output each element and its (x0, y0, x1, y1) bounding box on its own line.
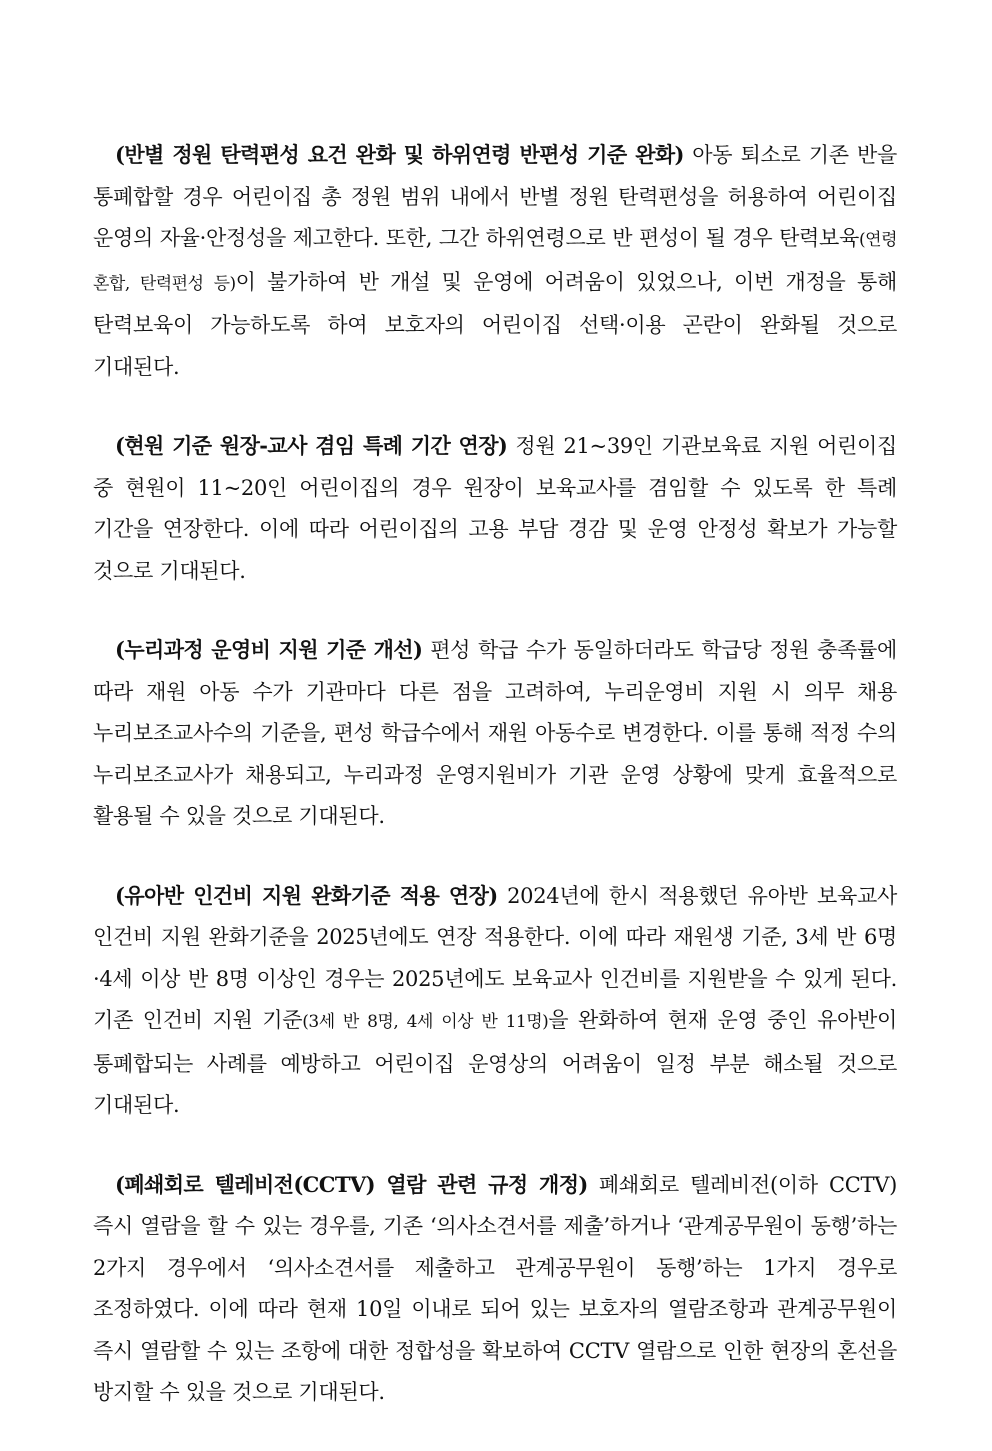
section-flexible-class-organization (93, 134, 897, 388)
section-body: 정원 21~39인 기관보육료 지원 어린이집 중 현원이 11~20인 어린이집의 경우 원장이 보육교사를 겸임할 수 있도록 한 특례 기간을 연장한다. 이에 따라 어린이집의 고용 부담 경감 및 운영 안정성 확보가 가능할 것으로 기대된다. (93, 434, 898, 583)
section-body: 폐쇄회로 텔레비전(이하 CCTV) 즉시 열람을 할 수 있는 경우를, 기존 ‘의사소견서를 제출’하거나 ‘관계공무원이 동행’하는 2가지 경우에서 ‘의사소견서를 제출하고 관계공무원이 동행’하는 1가지 경우로 조정하였다. 이에 따라 현재 10일 이내로 되어 있는 보호자의 열람조항과 관계공무원이 즉시 열람할 수 있는 조항에 대한 정합성을 확보하여 CCTV 열람으로 인한 현장의 혼선을 방지할 수 있을 것으로 기대된다. (93, 1172, 897, 1404)
section-heading: (폐쇄회로 텔레비전(CCTV) 열람 관련 규정 개정) (115, 1171, 588, 1197)
section-heading: (반별 정원 탄력편성 요건 완화 및 하위연령 반편성 기준 완화) (115, 142, 684, 167)
section-body: 2024년에 한시 적용했던 유아반 보육교사 인건비 지원 완화기준을 2025년에도 연장 적용한다. 이에 따라 재원생 기준, 3세 반 6명·4세 이상 반 8명 이상인 경우는 2025년에도 보육교사 인건비를 지원받을 수 있게 된다. 기존 인건비 지원 기준 (93, 883, 897, 1032)
section-cctv-viewing-rules (93, 1164, 897, 1414)
section-note: (연령 혼합, 탄력편성 등) (93, 230, 897, 294)
section-heading: (유아반 인건비 지원 완화기준 적용 연장) (115, 882, 498, 908)
section-body: 아동 퇴소로 기존 반을 통폐합할 경우 어린이집 총 정원 범위 내에서 반별 정원 탄력편성을 허용하여 어린이집 운영의 자율·안정성을 제고한다. 또한, 그간 하위연령으로 반 편성이 될 경우 탄력보육 (93, 143, 897, 250)
section-note: (3세 반 8명, 4세 이상 반 11명) (302, 1012, 549, 1032)
document-page (93, 134, 897, 1451)
section-preschool-labor-cost (93, 875, 897, 1127)
section-heading: (현원 기준 원장-교사 겸임 특례 기간 연장) (115, 433, 508, 458)
section-nuri-operating-cost (93, 629, 897, 838)
section-body: 편성 학급 수가 동일하더라도 학급당 정원 충족률에 따라 재원 아동 수가 기관마다 다른 점을 고려하여, 누리운영비 지원 시 의무 채용 누리보조교사수의 기준을, 편성 학급수에서 재원 아동수로 변경한다. 이를 통해 적정 수의 누리보조교사가 채용되고, 누리과정 운영지원비가 기관 운영 상황에 맞게 효율적으로 활용될 수 있을 것으로 기대된다. (93, 638, 897, 828)
section-body: 이 불가하여 반 개설 및 운영에 어려움이 있었으나, 이번 개정을 통해 탄력보육이 가능하도록 하여 보호자의 어린이집 선택·이용 곤란이 완화될 것으로 기대된다. (93, 269, 897, 379)
section-body: 을 완화하여 현재 운영 중인 유아반이 통폐합되는 사례를 예방하고 어린이집 운영상의 어려움이 일정 부분 해소될 것으로 기대된다. (93, 1008, 898, 1117)
section-heading: (누리과정 운영비 지원 기준 개선) (115, 637, 423, 662)
section-director-teacher-concurrent (93, 425, 897, 592)
